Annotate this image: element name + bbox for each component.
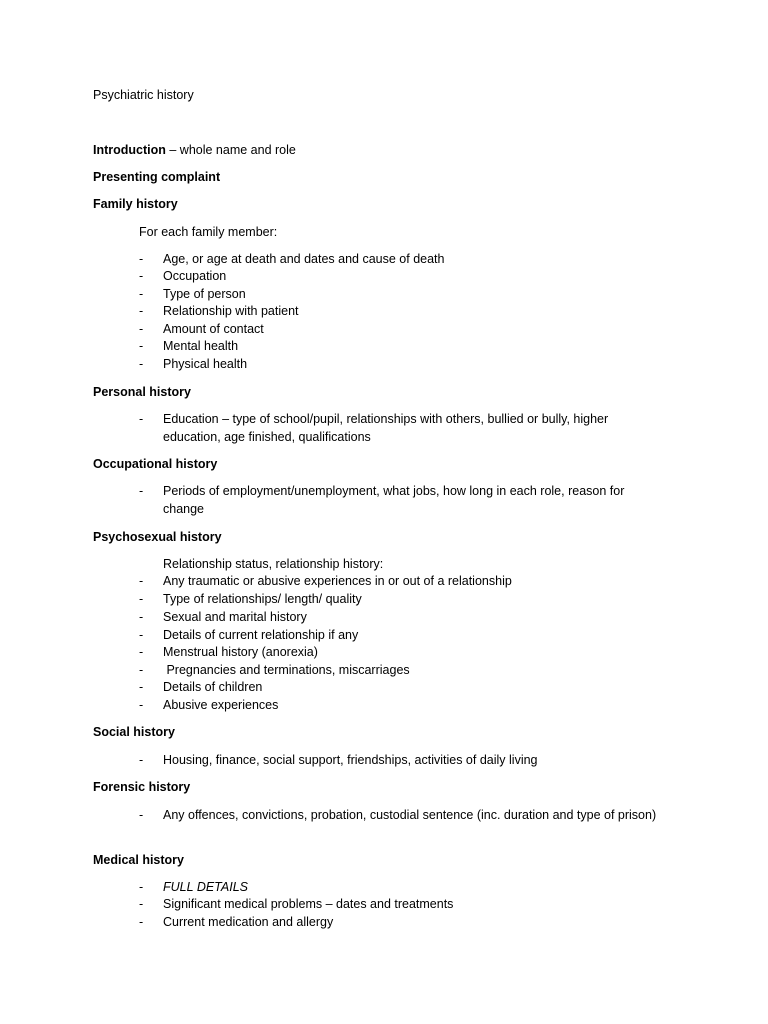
list-item: - Housing, finance, social support, friendships, activities of daily living — [139, 752, 659, 770]
social-history-heading: Social history — [93, 725, 175, 739]
list-item: - FULL DETAILS — [139, 879, 659, 897]
document-title: Psychiatric history — [93, 88, 194, 102]
list-item: - Details of current relationship if any — [139, 627, 659, 645]
list-item: - Current medication and allergy — [139, 914, 659, 932]
presenting-complaint-heading: Presenting complaint — [93, 170, 221, 184]
list-item: - Occupation — [139, 268, 659, 286]
personal-history-heading: Personal history — [93, 385, 191, 399]
introduction-text: – whole name and role — [165, 143, 296, 157]
list-item: - Physical health — [139, 356, 659, 374]
list-item: - Pregnancies and terminations, miscarriages — [139, 662, 659, 680]
list-item: - Amount of contact — [139, 321, 659, 339]
forensic-history-heading: Forensic history — [93, 780, 191, 794]
list-item: - Abusive experiences — [139, 697, 659, 715]
bullet-dash: - — [139, 252, 144, 266]
bullet-dash: - — [139, 610, 144, 624]
list-item: - Mental health — [139, 338, 659, 356]
bullet-dash: - — [139, 880, 144, 894]
bullet-dash: - — [139, 304, 144, 318]
family-history-heading: Family history — [93, 197, 178, 211]
bullet-dash: - — [139, 915, 144, 929]
bullet-dash: - — [139, 574, 144, 588]
bullet-dash: - — [139, 412, 144, 426]
family-history-intro: For each family member: — [139, 225, 278, 239]
introduction-heading: Introduction — [93, 143, 166, 157]
list-item: - Age, or age at death and dates and cause of death — [139, 251, 659, 269]
bullet-dash: - — [139, 628, 144, 642]
introduction-line — [93, 142, 296, 160]
bullet-dash: - — [139, 339, 144, 353]
bullet-dash: - — [139, 287, 144, 301]
list-item: - Any offences, convictions, probation, custodial sentence (inc. duration and type of prison) — [139, 807, 659, 825]
list-item: - Periods of employment/unemployment, what jobs, how long in each role, reason for change — [139, 484, 625, 516]
list-item: - Relationship with patient — [139, 303, 659, 321]
list-item: - Sexual and marital history — [139, 609, 659, 627]
bullet-dash: - — [139, 592, 144, 606]
list-item: - Education – type of school/pupil, relationships with others, bullied or bully, higher education, age finished, qualifications — [139, 412, 609, 444]
bullet-dash: - — [139, 808, 144, 822]
bullet-dash: - — [139, 698, 144, 712]
psychosexual-history-intro: Relationship status, relationship history: — [163, 557, 384, 571]
bullet-dash: - — [139, 897, 144, 911]
bullet-dash: - — [139, 357, 144, 371]
psychosexual-history-heading: Psychosexual history — [93, 530, 222, 544]
bullet-dash: - — [139, 663, 144, 677]
list-item: - Significant medical problems – dates and treatments — [139, 896, 659, 914]
bullet-dash: - — [139, 484, 144, 498]
list-item: - Type of relationships/ length/ quality — [139, 591, 659, 609]
list-item: - Type of person — [139, 286, 659, 304]
bullet-dash: - — [139, 645, 144, 659]
medical-history-heading: Medical history — [93, 853, 184, 867]
list-item: - Menstrual history (anorexia) — [139, 644, 659, 662]
occupational-history-heading: Occupational history — [93, 457, 218, 471]
list-item: - Any traumatic or abusive experiences in or out of a relationship — [139, 573, 659, 591]
bullet-dash: - — [139, 322, 144, 336]
list-item: - Details of children — [139, 679, 659, 697]
bullet-dash: - — [139, 680, 144, 694]
bullet-dash: - — [139, 269, 144, 283]
bullet-dash: - — [139, 753, 144, 767]
